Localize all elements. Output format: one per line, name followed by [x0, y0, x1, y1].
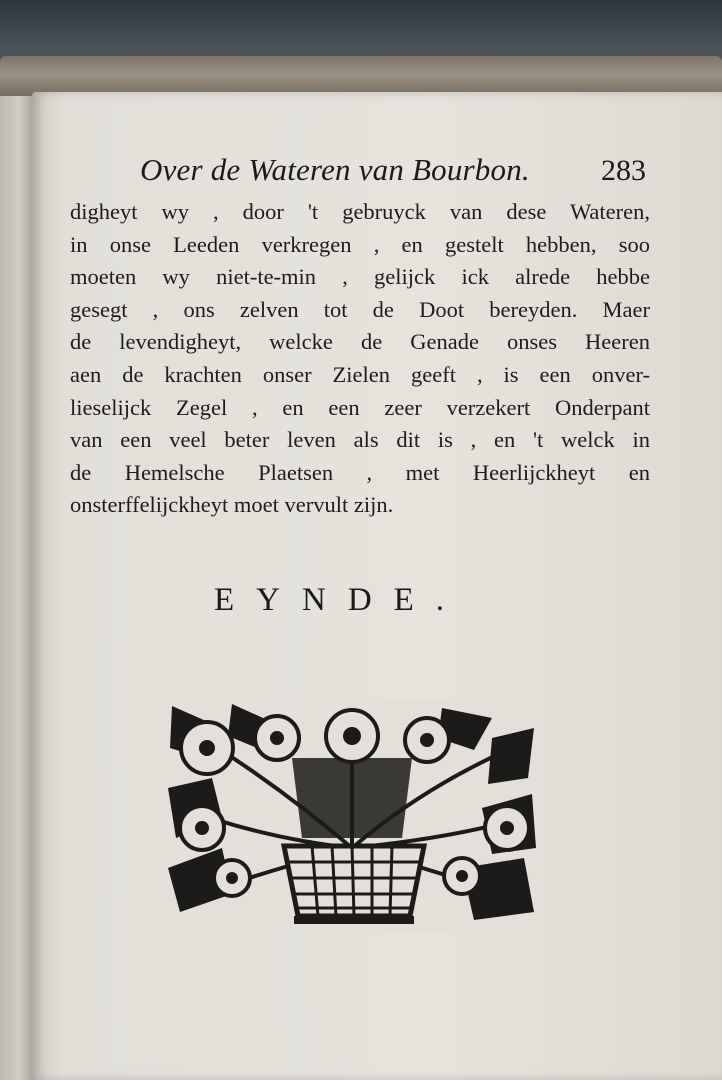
- flower-basket-woodcut-icon: [162, 698, 542, 930]
- text-line: onsterffelijckheyt moet vervult zijn.: [70, 492, 394, 518]
- page-header: [140, 152, 660, 196]
- page-number: 283: [601, 154, 646, 187]
- text-line: de levendigheyt, welcke de Genade onses Heeren: [70, 329, 650, 355]
- text-line: moeten wy niet-te-min , gelijck ick alrede hebbe: [70, 264, 650, 290]
- left-page-edge: [0, 96, 34, 1080]
- body-text: [70, 196, 650, 522]
- text-line: aen de krachten onser Zielen geeft , is een onver-: [70, 361, 650, 387]
- text-line: de Hemelsche Plaetsen , met Heerlijckheyt en: [70, 459, 650, 485]
- text-line: digheyt wy , door 't gebruyck van dese Wateren,: [70, 199, 650, 224]
- text-line: lieselijck Zegel , en een zeer verzekert Onderpant: [70, 394, 650, 420]
- explicit-heading: EYNDE.: [214, 582, 467, 618]
- running-title: Over de Wateren van Bourbon.: [140, 152, 530, 187]
- text-line: gesegt , ons zelven tot de Doot bereyden. Maer: [70, 296, 650, 322]
- text-line: van een veel beter leven als dit is , en 't welck in: [70, 427, 650, 453]
- text-line: in onse Leeden verkregen , en gestelt hebben, soo: [70, 231, 650, 257]
